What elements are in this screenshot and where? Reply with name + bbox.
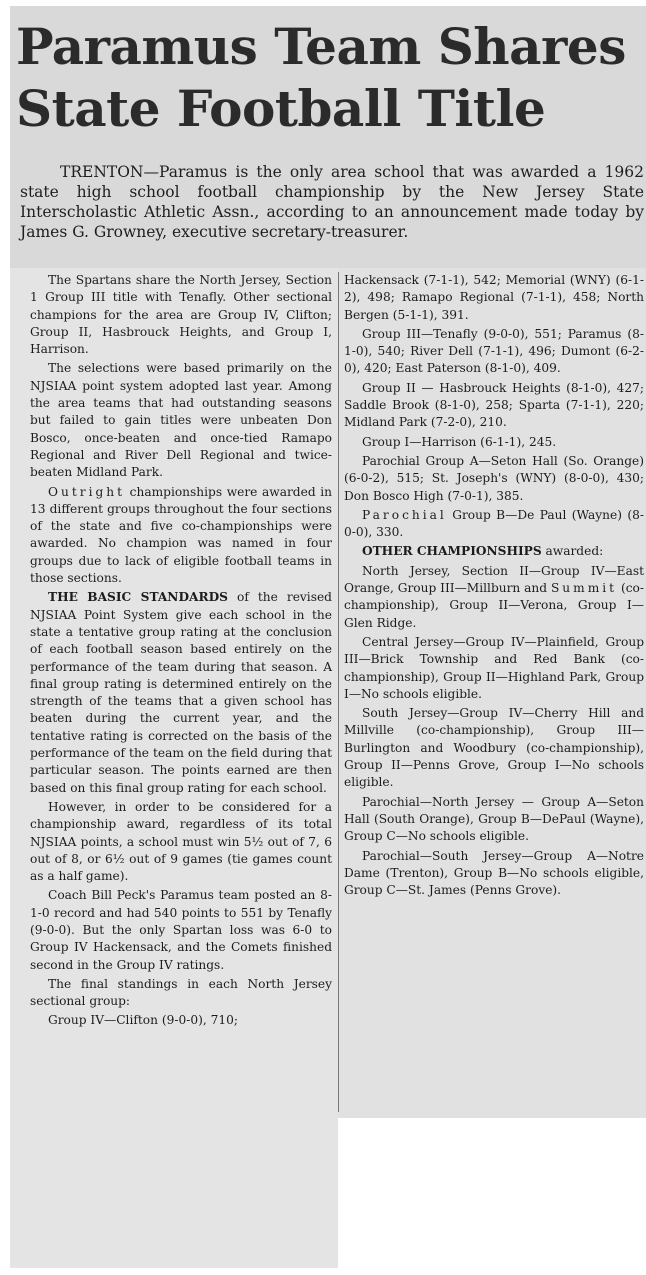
left-column [30,272,332,1032]
left-paragraph-5: However, in order to be considered for a championship award, regardless of its total NJSIAA points, a school must win 5½ out of 7, 6 out of 8, or 6½ out of 9 games (tie games count as a half game). [30,799,332,884]
right-paragraph-11: Parochial—North Jersey — Group A—Seton Hall (South Orange), Group B—DePaul (Wayne), Group C—No schools eligible. [344,794,644,844]
left-paragraph-4-rest: of the revised NJSIAA Point System give each school in the state a tentative group rating at the conclusion of each football season based entirely on the performance of the team during that season. A final group rating is determined entirely on the strength of the teams that a given school has beaten during the current year, and the tentative rating is corrected on the basis of the performance of the team on the field during that particular season. The points earned are then based on this final group rating for each school. [30,590,332,795]
headline-line-1: Paramus Team Shares [16,17,626,76]
right-paragraph-6-rest: Group B—De Paul (Wayne) (8-0-0), 330. [344,507,644,540]
right-paragraph-7-kicker: OTHER CHAMPIONSHIPS [362,544,542,559]
left-paragraph-1: The Spartans share the North Jersey, Section 1 Group III title with Tenafly. Other sectional champions for the area are Group IV, Clifton; Group II, Hasbrouck Heights, and Group I, Harrison. [30,273,332,357]
newspaper-clipping [10,6,646,1268]
right-paragraph-8 [344,563,644,632]
left-paragraph-4 [30,589,332,797]
column-rule [338,272,339,1112]
right-paragraph-8-spaced: Summit [550,581,618,596]
left-paragraph-7: The final standings in each North Jersey sectional group: [30,976,332,1009]
right-paragraph-5: Parochial Group A—Seton Hall (So. Orange) (6-0-2), 515; St. Joseph's (WNY) (8-0-0), 430; Don Bosco High (7-0-1), 385. [344,453,644,503]
left-paragraph-6: Coach Bill Peck's Paramus team posted an 8-1-0 record and had 540 points to 551 by Tenafly (9-0-0). But the only Spartan loss was 6-0 to Group IV Hackensack, and the Comets finished second in the Group IV ratings. [30,888,332,972]
left-paragraph-3 [30,484,332,588]
right-paragraph-1: Hackensack (7-1-1), 542; Memorial (WNY) (6-1-2), 498; Ramapo Regional (7-1-1), 458; North Bergen (5-1-1), 391. [344,273,644,322]
right-paragraph-8-b: (co-championship), Group II—Verona, Group I—Glen Ridge. [344,581,644,630]
left-paragraph-8: Group IV—Clifton (9-0-0), 710; [48,1013,238,1028]
article-deck [20,162,644,242]
left-paragraph-4-kicker: THE BASIC STANDARDS [48,590,228,605]
headline-line-2: State Football Title [16,79,546,138]
right-paragraph-8-a: North Jersey, Section II—Group IV—East Orange, Group III—Millburn and [344,563,644,596]
left-paragraph-2: The selections were based primarily on the NJSIAA point system adopted last year. Among the area teams that had outstanding seasons but failed to gain titles were unbeaten Don Bosco, once-beaten and once-tied Ramapo Regional and River Dell Regional and twice-beaten Midland Park. [30,361,332,480]
right-column [344,272,644,901]
right-paragraph-4: Group I—Harrison (6-1-1), 245. [362,434,557,449]
headline [16,16,646,140]
right-paragraph-3: Group II — Hasbrouck Heights (8-1-0), 427; Saddle Brook (8-1-0), 258; Sparta (7-1-1), 220; Midland Park (7-2-0), 210. [344,380,644,430]
right-paragraph-7-rest: awarded: [541,544,604,559]
deck-text: TRENTON—Paramus is the only area school that was awarded a 1962 state high school football championship by the New Jersey State Interscholastic Athletic Assn., according to an announcement made today by James G. Growney, executive secretary-treasurer. [20,163,644,241]
right-paragraph-7 [344,543,644,560]
left-paragraph-3-rest: championships were awarded in 13 different groups throughout the four sections of the state and five co-championships were awarded. No champion was named in four groups due to lack of eligible football teams in those sections. [30,484,332,586]
right-paragraph-6 [344,507,644,542]
right-paragraph-10: South Jersey—Group IV—Cherry Hill and Millville (co-championship), Group III—Burlington and Woodbury (co-championship), Group II—Penns Grove, Group I—No schools eligible. [344,706,644,790]
left-paragraph-3-lead: Outright [48,484,126,499]
right-paragraph-6-lead: Parochial [362,507,447,522]
right-paragraph-9: Central Jersey—Group IV—Plainfield, Group III—Brick Township and Red Bank (co-championship), Group II—Highland Park, Group I—No schools eligible. [344,634,644,701]
right-paragraph-2: Group III—Tenafly (9-0-0), 551; Paramus (8-1-0), 540; River Dell (7-1-1), 496; Dumont (6-2-0), 420; East Paterson (8-1-0), 409. [344,326,644,376]
right-paragraph-12: Parochial—South Jersey—Group A—Notre Dame (Trenton), Group B—No schools eligible, Group C—St. James (Penns Grove). [344,848,644,898]
